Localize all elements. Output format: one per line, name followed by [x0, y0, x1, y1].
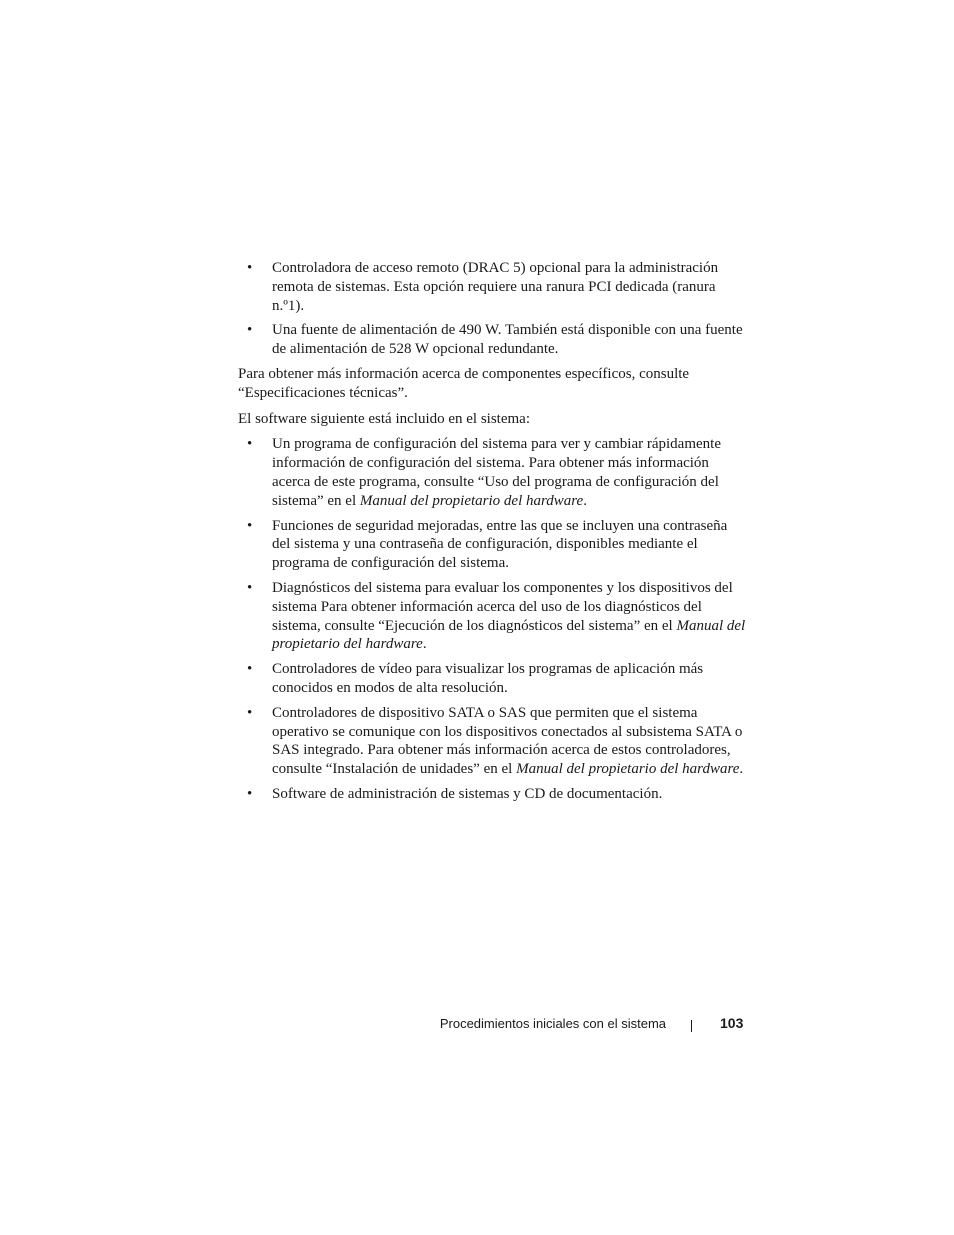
list-item-text-end: .	[422, 636, 427, 653]
manual-title-reference: Manual del propietario del hardware	[272, 617, 746, 653]
bullet-marker: •	[247, 661, 253, 678]
page-number: 103	[720, 1015, 744, 1031]
bullet-marker: •	[247, 322, 253, 339]
list-item-text: Diagnósticos del sistema para evaluar los componentes y los dispositivos del sistema Para obtener información acerca del uso de los diagnósticos del sistema, consulte “Ejecución de los diagnósticos del sistema” en el	[272, 579, 733, 634]
list-item	[238, 435, 748, 510]
manual-title-reference: Manual del propietario del hardware	[516, 761, 740, 778]
software-feature-list	[238, 435, 748, 803]
page-body	[238, 259, 748, 810]
list-item-text-end: .	[739, 761, 744, 778]
bullet-marker: •	[247, 517, 253, 534]
list-item	[238, 579, 748, 654]
list-item-text: Controladores de dispositivo SATA o SAS que permiten que el sistema operativo se comunique con los dispositivos conectados al subsistema SATA o SAS integrado. Para obtener más información acerca de estos controladores, consulte “Instalación de unidades” en el	[272, 704, 743, 778]
list-item	[238, 785, 748, 804]
bullet-marker: •	[247, 436, 253, 453]
bullet-marker: •	[247, 260, 253, 276]
list-item	[238, 660, 748, 698]
more-info-paragraph: Para obtener más información acerca de componentes específicos, consulte “Especificaciones técnicas”.	[238, 365, 690, 401]
list-item	[238, 259, 748, 315]
list-item-text: Una fuente de alimentación de 490 W. También está disponible con una fuente de alimentación de 528 W opcional redundante.	[272, 322, 743, 358]
list-item-text: Funciones de seguridad mejoradas, entre las que se incluyen una contraseña del sistema y una contraseña de configuración, disponibles mediante el programa de configuración del sistema.	[272, 517, 728, 572]
list-item-text: Software de administración de sistemas y CD de documentación.	[272, 785, 663, 802]
footer-separator	[691, 1020, 692, 1032]
bullet-marker: •	[247, 785, 253, 802]
bullet-marker: •	[247, 704, 253, 721]
hardware-feature-list	[238, 259, 748, 359]
page-footer	[0, 1015, 954, 1035]
manual-title-reference: Manual del propietario del hardware	[359, 492, 584, 509]
list-item-text: Controladora de acceso remoto (DRAC 5) opcional para la administración remota de sistemas. Esta opción requiere una ranura PCI dedicada (ranura n.º1).	[272, 260, 719, 314]
list-item	[238, 704, 748, 779]
list-item-text: Un programa de configuración del sistema para ver y cambiar rápidamente información de configuración del sistema. Para obtener más información acerca de este programa, consulte “Uso del programa de configuración del sistema” en el	[272, 436, 721, 509]
footer-chapter-title: Procedimientos iniciales con el sistema	[439, 1016, 666, 1031]
list-item-text-end: .	[583, 492, 587, 509]
list-item	[238, 517, 748, 573]
bullet-marker: •	[247, 579, 253, 596]
software-intro-paragraph: El software siguiente está incluido en el sistema:	[238, 410, 531, 427]
list-item	[238, 321, 748, 359]
list-item-text: Controladores de vídeo para visualizar los programas de aplicación más conocidos en modos de alta resolución.	[272, 661, 704, 696]
